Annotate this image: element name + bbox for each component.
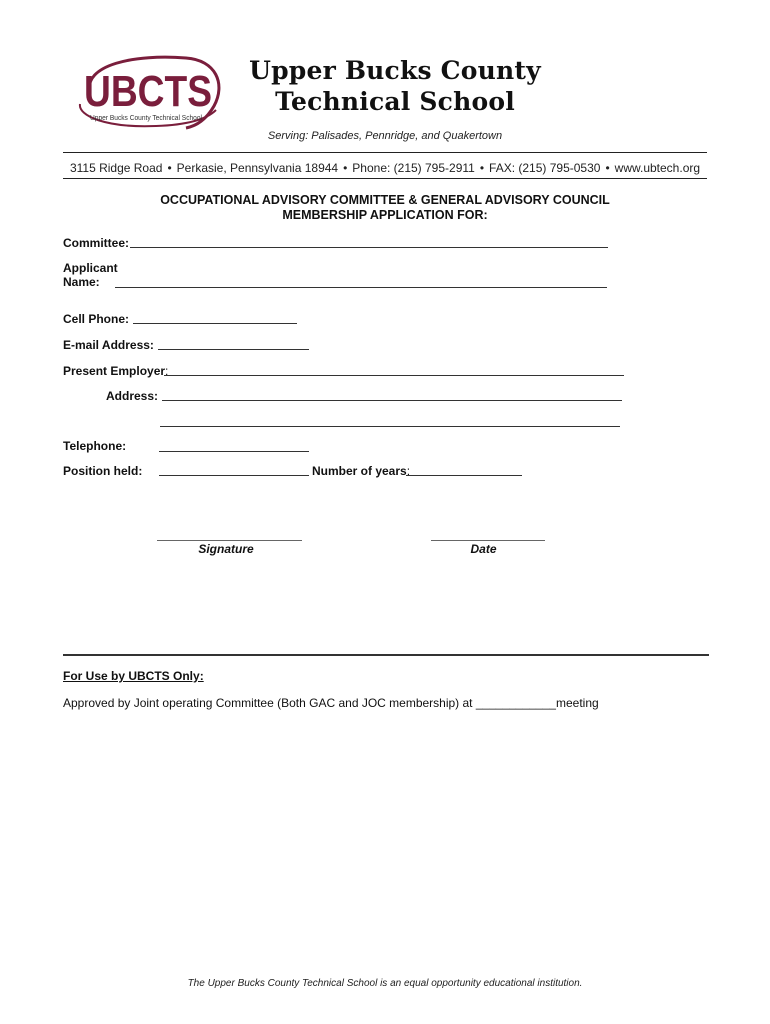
contact-line [63, 161, 707, 175]
employer-label-text: Present Employer [63, 364, 166, 378]
signature-label: Signature [198, 542, 254, 556]
years-field[interactable] [406, 475, 522, 476]
bullet-icon: • [343, 161, 348, 175]
date-field[interactable] [431, 540, 545, 541]
approved-line [63, 696, 599, 710]
approved-text: Approved by Joint operating Committee (Both GAC and JOC membership) at [63, 696, 473, 710]
school-title-line2: Technical School [275, 87, 515, 116]
header-top-rule [63, 152, 707, 153]
committee-label: Committee: [63, 236, 130, 250]
meeting-blank-field[interactable]: ____________ [475, 696, 556, 710]
logo-swoosh-icon [76, 54, 222, 132]
bullet-icon: • [479, 161, 485, 175]
position-label: Position held: [63, 464, 143, 478]
form-heading-line2: MEMBERSHIP APPLICATION FOR: [282, 208, 488, 222]
contact-fax: FAX: (215) 795-0530 [489, 161, 601, 175]
contact-city: Perkasie, Pennsylvania 18944 [176, 161, 339, 175]
meeting-text: meeting [555, 696, 599, 710]
bullet-icon: • [605, 161, 610, 175]
logo-text: UBCTS [84, 67, 212, 116]
tagline: Serving: Palisades, Pennridge, and Quakertown [267, 130, 503, 142]
office-use-rule [63, 654, 709, 656]
applicant-name-field[interactable] [115, 287, 607, 288]
contact-phone: Phone: (215) 795-2911 [352, 161, 475, 175]
bullet-icon: • [167, 161, 172, 175]
employer-colon: : [165, 364, 169, 378]
signature-field[interactable] [157, 540, 302, 541]
footer-text: The Upper Bucks County Technical School is an equal opportunity educational institution. [187, 978, 583, 989]
employer-field[interactable] [164, 375, 624, 376]
address-label: Address: [106, 389, 159, 403]
header-bottom-rule [63, 178, 707, 179]
email-label: E-mail Address: [63, 338, 154, 352]
school-logo [76, 54, 222, 132]
years-label [312, 464, 410, 478]
contact-address: 3115 Ridge Road [69, 161, 163, 175]
school-title-line1: Upper Bucks County [249, 56, 541, 85]
office-use-heading: For Use by UBCTS Only: [63, 669, 204, 683]
applicant-label: Applicant [63, 261, 118, 275]
date-label: Date [470, 542, 497, 556]
contact-web[interactable]: www.ubtech.org [614, 161, 701, 175]
years-label-text: Number of years [312, 464, 407, 478]
address-field-line1[interactable] [162, 400, 622, 401]
cell-phone-label: Cell Phone: [63, 312, 130, 326]
cell-phone-field[interactable] [133, 323, 297, 324]
years-colon: : [406, 464, 411, 478]
telephone-field[interactable] [159, 451, 309, 452]
name-label: Name: [63, 275, 100, 289]
form-heading-line1: OCCUPATIONAL ADVISORY COMMITTEE & GENERAL ADVISORY COUNCIL [160, 193, 610, 207]
telephone-label: Telephone: [63, 439, 127, 453]
logo-subtext: Upper Bucks County Technical School [90, 115, 203, 122]
email-field[interactable] [158, 349, 309, 350]
committee-field[interactable] [130, 247, 608, 248]
address-field-line2[interactable] [160, 426, 620, 427]
position-field[interactable] [159, 475, 309, 476]
employer-label [63, 364, 168, 378]
